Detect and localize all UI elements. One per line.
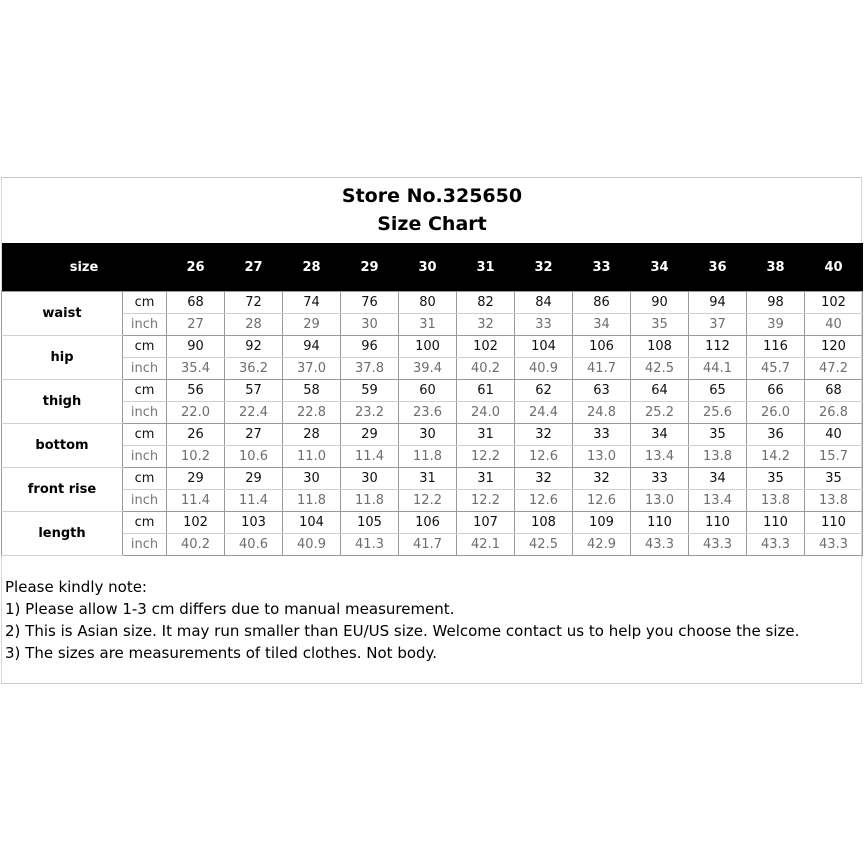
inch-value-cell: 22.4 [225, 402, 283, 424]
unit-cm-label: cm [123, 512, 167, 534]
cm-value-cell: 31 [457, 468, 515, 490]
cm-value-cell: 107 [457, 512, 515, 534]
size-header-cell: 38 [747, 243, 805, 292]
inch-value-cell: 11.4 [225, 490, 283, 512]
size-header-cell: 28 [283, 243, 341, 292]
table-row [2, 490, 863, 512]
cm-value-cell: 40 [805, 424, 863, 446]
inch-value-cell: 24.4 [515, 402, 573, 424]
cm-value-cell: 29 [225, 468, 283, 490]
cm-value-cell: 108 [515, 512, 573, 534]
table-row [2, 336, 863, 358]
note-item: 1) Please allow 1-3 cm differs due to manual measurement. [5, 600, 455, 618]
inch-value-cell: 25.2 [631, 402, 689, 424]
measurement-name: thigh [2, 380, 123, 424]
cm-value-cell: 104 [283, 512, 341, 534]
cm-value-cell: 76 [341, 292, 399, 314]
inch-value-cell: 11.8 [283, 490, 341, 512]
inch-value-cell: 11.0 [283, 446, 341, 468]
inch-value-cell: 40.9 [283, 534, 341, 556]
cm-value-cell: 102 [457, 336, 515, 358]
cm-value-cell: 56 [167, 380, 225, 402]
cm-value-cell: 35 [689, 424, 747, 446]
size-header-cell: 29 [341, 243, 399, 292]
cm-value-cell: 29 [341, 424, 399, 446]
unit-inch-label: inch [123, 490, 167, 512]
cm-value-cell: 68 [167, 292, 225, 314]
cm-value-cell: 90 [631, 292, 689, 314]
cm-value-cell: 34 [689, 468, 747, 490]
inch-value-cell: 45.7 [747, 358, 805, 380]
cm-value-cell: 84 [515, 292, 573, 314]
cm-value-cell: 27 [225, 424, 283, 446]
size-header-row [2, 243, 863, 292]
inch-value-cell: 14.2 [747, 446, 805, 468]
inch-value-cell: 13.8 [747, 490, 805, 512]
inch-value-cell: 26.8 [805, 402, 863, 424]
size-header-cell: 26 [167, 243, 225, 292]
inch-value-cell: 15.7 [805, 446, 863, 468]
unit-cm-label: cm [123, 292, 167, 314]
inch-value-cell: 13.4 [631, 446, 689, 468]
inch-value-cell: 37.0 [283, 358, 341, 380]
inch-value-cell: 12.6 [515, 490, 573, 512]
inch-value-cell: 34 [573, 314, 631, 336]
cm-value-cell: 66 [747, 380, 805, 402]
inch-value-cell: 13.0 [631, 490, 689, 512]
cm-value-cell: 102 [805, 292, 863, 314]
inch-value-cell: 40 [805, 314, 863, 336]
inch-value-cell: 42.5 [631, 358, 689, 380]
inch-value-cell: 11.4 [341, 446, 399, 468]
cm-value-cell: 65 [689, 380, 747, 402]
inch-value-cell: 28 [225, 314, 283, 336]
cm-value-cell: 105 [341, 512, 399, 534]
notes-block [5, 576, 799, 664]
inch-value-cell: 10.2 [167, 446, 225, 468]
measurement-name: waist [2, 292, 123, 336]
cm-value-cell: 33 [631, 468, 689, 490]
note-item: 3) The sizes are measurements of tiled clothes. Not body. [5, 644, 438, 662]
unit-inch-label: inch [123, 358, 167, 380]
inch-value-cell: 40.6 [225, 534, 283, 556]
size-header-cell: 34 [631, 243, 689, 292]
measurement-name: front rise [2, 468, 123, 512]
inch-value-cell: 12.2 [457, 446, 515, 468]
size-header-cell: 33 [573, 243, 631, 292]
cm-value-cell: 30 [341, 468, 399, 490]
measurement-name: length [2, 512, 123, 556]
cm-value-cell: 110 [689, 512, 747, 534]
inch-value-cell: 11.8 [341, 490, 399, 512]
inch-value-cell: 13.8 [805, 490, 863, 512]
inch-value-cell: 12.2 [399, 490, 457, 512]
size-table [1, 243, 863, 556]
cm-value-cell: 68 [805, 380, 863, 402]
inch-value-cell: 39.4 [399, 358, 457, 380]
inch-value-cell: 43.3 [805, 534, 863, 556]
cm-value-cell: 59 [341, 380, 399, 402]
cm-value-cell: 112 [689, 336, 747, 358]
cm-value-cell: 60 [399, 380, 457, 402]
cm-value-cell: 36 [747, 424, 805, 446]
inch-value-cell: 42.9 [573, 534, 631, 556]
cm-value-cell: 94 [283, 336, 341, 358]
inch-value-cell: 41.7 [399, 534, 457, 556]
cm-value-cell: 63 [573, 380, 631, 402]
cm-value-cell: 35 [747, 468, 805, 490]
cm-value-cell: 57 [225, 380, 283, 402]
table-row [2, 402, 863, 424]
cm-value-cell: 64 [631, 380, 689, 402]
cm-value-cell: 31 [399, 468, 457, 490]
inch-value-cell: 40.2 [167, 534, 225, 556]
cm-value-cell: 30 [399, 424, 457, 446]
inch-value-cell: 30 [341, 314, 399, 336]
cm-value-cell: 94 [689, 292, 747, 314]
cm-value-cell: 33 [573, 424, 631, 446]
inch-value-cell: 40.2 [457, 358, 515, 380]
unit-cm-label: cm [123, 380, 167, 402]
table-row [2, 468, 863, 490]
inch-value-cell: 27 [167, 314, 225, 336]
table-row [2, 314, 863, 336]
inch-value-cell: 23.6 [399, 402, 457, 424]
size-header-cell: 31 [457, 243, 515, 292]
cm-value-cell: 110 [805, 512, 863, 534]
size-header-cell: 27 [225, 243, 283, 292]
cm-value-cell: 31 [457, 424, 515, 446]
inch-value-cell: 43.3 [689, 534, 747, 556]
inch-value-cell: 44.1 [689, 358, 747, 380]
inch-value-cell: 31 [399, 314, 457, 336]
inch-value-cell: 22.0 [167, 402, 225, 424]
unit-inch-label: inch [123, 402, 167, 424]
unit-cm-label: cm [123, 424, 167, 446]
inch-value-cell: 10.6 [225, 446, 283, 468]
cm-value-cell: 120 [805, 336, 863, 358]
inch-value-cell: 36.2 [225, 358, 283, 380]
inch-value-cell: 39 [747, 314, 805, 336]
inch-value-cell: 22.8 [283, 402, 341, 424]
unit-inch-label: inch [123, 446, 167, 468]
size-header-cell: 30 [399, 243, 457, 292]
cm-value-cell: 32 [573, 468, 631, 490]
inch-value-cell: 41.3 [341, 534, 399, 556]
cm-value-cell: 110 [747, 512, 805, 534]
cm-value-cell: 72 [225, 292, 283, 314]
inch-value-cell: 13.0 [573, 446, 631, 468]
inch-value-cell: 24.0 [457, 402, 515, 424]
cm-value-cell: 32 [515, 424, 573, 446]
notes-heading: Please kindly note: [5, 578, 147, 596]
cm-value-cell: 74 [283, 292, 341, 314]
cm-value-cell: 86 [573, 292, 631, 314]
cm-value-cell: 90 [167, 336, 225, 358]
cm-value-cell: 106 [399, 512, 457, 534]
cm-value-cell: 58 [283, 380, 341, 402]
inch-value-cell: 35 [631, 314, 689, 336]
inch-value-cell: 13.4 [689, 490, 747, 512]
inch-value-cell: 24.8 [573, 402, 631, 424]
cm-value-cell: 30 [283, 468, 341, 490]
size-table-body [2, 292, 863, 556]
cm-value-cell: 35 [805, 468, 863, 490]
inch-value-cell: 42.1 [457, 534, 515, 556]
cm-value-cell: 62 [515, 380, 573, 402]
table-row [2, 534, 863, 556]
table-row [2, 424, 863, 446]
cm-value-cell: 34 [631, 424, 689, 446]
cm-value-cell: 80 [399, 292, 457, 314]
inch-value-cell: 37.8 [341, 358, 399, 380]
store-title: Store No.325650 [341, 185, 523, 207]
inch-value-cell: 12.6 [515, 446, 573, 468]
inch-value-cell: 32 [457, 314, 515, 336]
inch-value-cell: 29 [283, 314, 341, 336]
cm-value-cell: 110 [631, 512, 689, 534]
size-header-cell: 32 [515, 243, 573, 292]
table-row [2, 512, 863, 534]
inch-value-cell: 37 [689, 314, 747, 336]
inch-value-cell: 41.7 [573, 358, 631, 380]
size-header-cell: 40 [805, 243, 863, 292]
note-item: 2) This is Asian size. It may run smaller than EU/US size. Welcome contact us to help you choose the size. [5, 622, 800, 640]
size-header-label: size [2, 243, 167, 292]
inch-value-cell: 47.2 [805, 358, 863, 380]
table-row [2, 380, 863, 402]
cm-value-cell: 82 [457, 292, 515, 314]
cm-value-cell: 29 [167, 468, 225, 490]
cm-value-cell: 108 [631, 336, 689, 358]
inch-value-cell: 23.2 [341, 402, 399, 424]
cm-value-cell: 26 [167, 424, 225, 446]
inch-value-cell: 12.6 [573, 490, 631, 512]
cm-value-cell: 109 [573, 512, 631, 534]
inch-value-cell: 13.8 [689, 446, 747, 468]
cm-value-cell: 116 [747, 336, 805, 358]
inch-value-cell: 43.3 [631, 534, 689, 556]
measurement-name: bottom [2, 424, 123, 468]
inch-value-cell: 26.0 [747, 402, 805, 424]
inch-value-cell: 42.5 [515, 534, 573, 556]
unit-cm-label: cm [123, 468, 167, 490]
cm-value-cell: 98 [747, 292, 805, 314]
table-row [2, 292, 863, 314]
cm-value-cell: 100 [399, 336, 457, 358]
inch-value-cell: 43.3 [747, 534, 805, 556]
table-row [2, 358, 863, 380]
inch-value-cell: 12.2 [457, 490, 515, 512]
cm-value-cell: 96 [341, 336, 399, 358]
cm-value-cell: 92 [225, 336, 283, 358]
chart-title: Size Chart [377, 213, 487, 235]
cm-value-cell: 32 [515, 468, 573, 490]
unit-inch-label: inch [123, 314, 167, 336]
inch-value-cell: 35.4 [167, 358, 225, 380]
cm-value-cell: 103 [225, 512, 283, 534]
unit-inch-label: inch [123, 534, 167, 556]
cm-value-cell: 106 [573, 336, 631, 358]
cm-value-cell: 28 [283, 424, 341, 446]
inch-value-cell: 25.6 [689, 402, 747, 424]
inch-value-cell: 11.8 [399, 446, 457, 468]
table-row [2, 446, 863, 468]
cm-value-cell: 61 [457, 380, 515, 402]
inch-value-cell: 33 [515, 314, 573, 336]
inch-value-cell: 40.9 [515, 358, 573, 380]
inch-value-cell: 11.4 [167, 490, 225, 512]
measurement-name: hip [2, 336, 123, 380]
cm-value-cell: 102 [167, 512, 225, 534]
unit-cm-label: cm [123, 336, 167, 358]
cm-value-cell: 104 [515, 336, 573, 358]
size-header-cell: 36 [689, 243, 747, 292]
